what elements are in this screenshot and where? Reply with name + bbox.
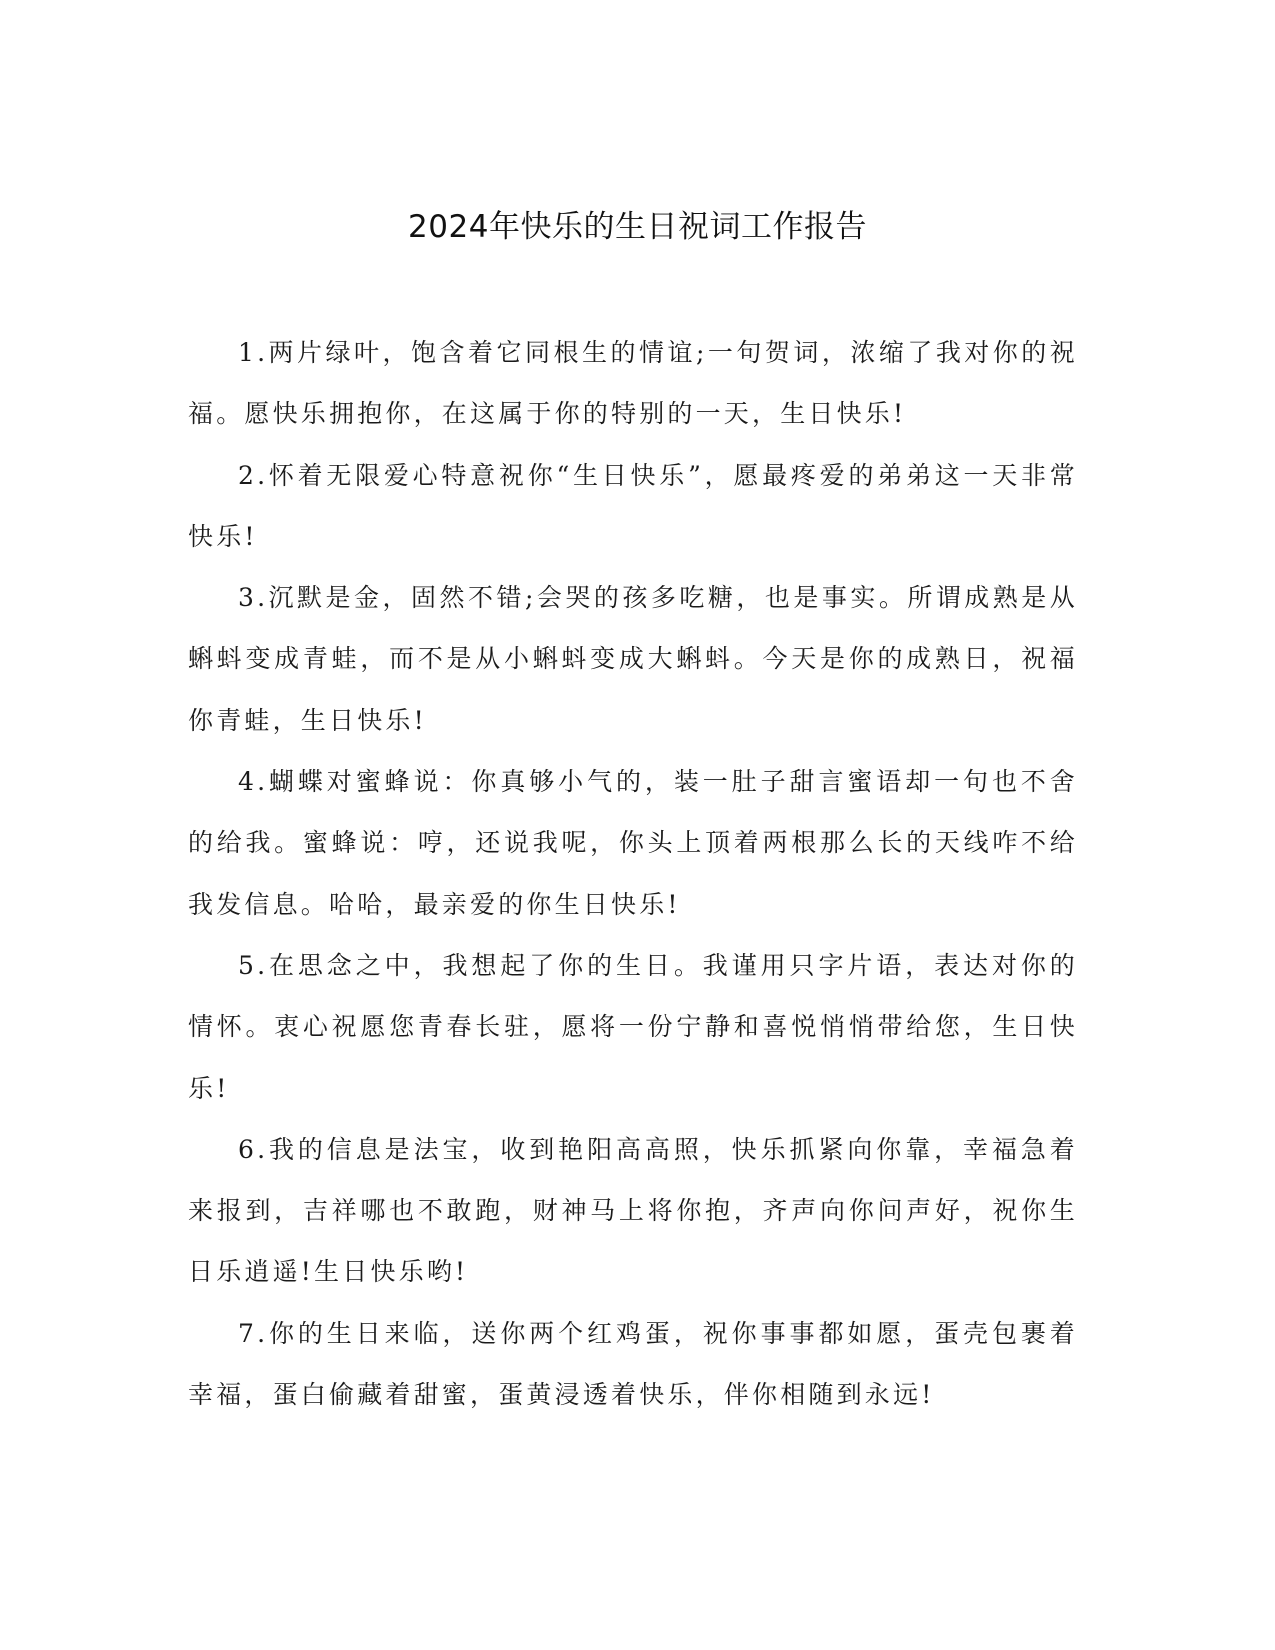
paragraph-6: 6.我的信息是法宝，收到艳阳高高照，快乐抓紧向你靠，幸福急着来报到，吉祥哪也不敢跑，财神马上将你抱，齐声向你问声好，祝你生日乐逍遥!生日快乐哟! <box>188 1134 1078 1287</box>
paragraph-4: 4.蝴蝶对蜜蜂说：你真够小气的，装一肚子甜言蜜语却一句也不舍的给我。蜜蜂说：哼，还说我呢，你头上顶着两根那么长的天线咋不给我发信息。哈哈，最亲爱的你生日快乐! <box>188 767 1078 919</box>
paragraph-2: 2.怀着无限爱心特意祝你“生日快乐”，愿最疼爱的弟弟这一天非常快乐! <box>188 460 1078 551</box>
paragraph-5: 5.在思念之中，我想起了你的生日。我谨用只字片语，表达对你的情怀。衷心祝愿您青春长驻，愿将一份宁静和喜悦悄悄带给您，生日快乐! <box>188 950 1078 1103</box>
paragraph-3: 3.沉默是金，固然不错;会哭的孩多吃糖，也是事实。所谓成熟是从蝌蚪变成青蛙，而不是从小蝌蚪变成大蝌蚪。今天是你的成熟日，祝福你青蛙，生日快乐! <box>188 583 1078 735</box>
document-title: 2024年快乐的生日祝词工作报告 <box>408 209 867 245</box>
paragraph-7: 7.你的生日来临，送你两个红鸡蛋，祝你事事都如愿，蛋壳包裹着幸福，蛋白偷藏着甜蜜，蛋黄浸透着快乐，伴你相随到永远! <box>188 1318 1078 1410</box>
paragraph-1: 1.两片绿叶，饱含着它同根生的情谊;一句贺词，浓缩了我对你的祝福。愿快乐拥抱你，在这属于你的特别的一天，生日快乐! <box>188 338 1078 429</box>
document-body <box>188 322 1078 1425</box>
